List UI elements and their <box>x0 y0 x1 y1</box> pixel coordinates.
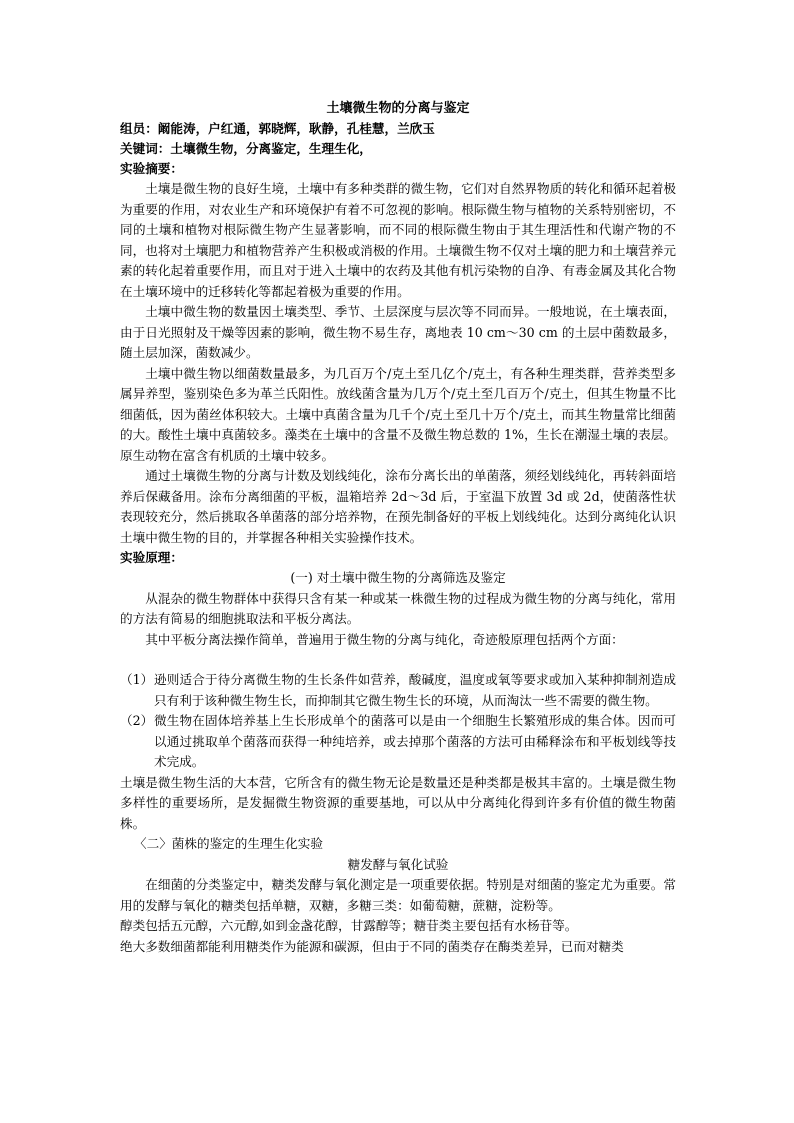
sugar-subheading: 糖发酵与氧化试验 <box>347 856 449 872</box>
abstract-paragraph: 土壤中微生物的数量因土壤类型、季节、土层深度与层次等不同而异。一般地说，在土壤表面，由于日光照射及干燥等因素的影响，微生物不易生存，离地表 10 cm～30 cm 的土层中菌数最多，随土层加深，菌数减少。 <box>120 304 676 360</box>
abstract-heading: 实验摘要： <box>120 161 183 176</box>
abstract-paragraph: 通过土壤微生物的分离与计数及划线纯化，涂布分离长出的单菌落，须经划线纯化，再转斜面培养后保藏备用。涂布分离细菌的平板，温箱培养 2d～3d 后，于室温下放置 3d 或 2d，使菌落性状表现较充分，然后挑取各单菌落的部分培养物，在预先制备好的平板上划线纯化。达到分离纯化认识土壤中微生物的目的，并掌握各种相关实验操作技术。 <box>120 468 676 545</box>
principle-heading: 实验原理： <box>120 550 183 565</box>
list-item <box>120 711 676 773</box>
sugar-paragraph: 醇类包括五元醇，六元醇,如到金盏花醇，甘露醇等；糖苷类主要包括有水杨苷等。 <box>120 918 578 933</box>
sugar-paragraph: 在细菌的分类鉴定中，糖类发酵与氧化测定是一项重要依据。特别是对细菌的鉴定尤为重要。常用的发酵与氧化的糖类包括单糖，双糖，多糖三类：如葡萄糖，蔗糖，淀粉等。 <box>120 877 676 913</box>
list-number: （2） <box>120 713 154 728</box>
list-text: 微生物在固体培养基上生长形成单个的菌落可以是由一个细胞生长繁殖形成的集合体。因而可以通过挑取单个菌落而获得一种纯培养，或去掉那个菌落的方法可由稀释涂布和平板划线等技术完成。 <box>154 713 676 769</box>
soil-paragraph: 土壤是微生物生活的大本营，它所含有的微生物无论是数量还是种类都是极其丰富的。土壤是微生物多样性的重要场所，是发掘微生物资源的重要基地，可以从中分离纯化得到许多有价值的微生物菌株。 <box>120 774 676 831</box>
section1-paragraph: 从混杂的微生物群体中获得只含有某一种或某一株微生物的过程成为微生物的分离与纯化，常用的方法有简易的细胞挑取法和平板分离法。 <box>120 590 676 626</box>
section1-heading: (一) 对土壤中微生物的分离筛选及鉴定 <box>290 570 506 585</box>
members-line: 组员：阚能涛，户红通，郭晓辉，耿静，孔桂慧，兰欣玉 <box>120 121 435 136</box>
document-title: 土壤微生物的分离与鉴定 <box>326 101 470 116</box>
document-page <box>120 98 676 957</box>
list-item <box>120 670 676 711</box>
list-text: 逊则适合于待分离微生物的生长条件如营养，酸碱度，温度或氧等要求或加入某种抑制剂造成只有利于该种微生物生长，而抑制其它微生物生长的环境，从而淘汰一些不需要的微生物。 <box>154 672 676 708</box>
section1-paragraph: 其中平板分离法操作简单，普遍用于微生物的分离与纯化，奇迹般原理包括两个方面： <box>145 631 624 647</box>
abstract-paragraph: 土壤是微生物的良好生境，土壤中有多种类群的微生物，它们对自然界物质的转化和循环起着极为重要的作用，对农业生产和环境保护有着不可忽视的影响。根际微生物与植物的关系特别密切，不同的土壤和植物对根际微生物产生显著影响，而不同的根际微生物由于其生理活性和代谢产物的不同，也将对土壤肥力和植物营养产生积极或消极的作用。土壤微生物不仅对土壤的肥力和土壤营养元素的转化起着重要作用，而且对于进入土壤中的农药及其他有机污染物的自净、有毒金属及其化合物在土壤环境中的迁移转化等都起着极为重要的作用。 <box>120 181 676 299</box>
blank-line <box>120 650 676 670</box>
sugar-paragraph: 绝大多数细菌都能利用糖类作为能源和碳源，但由于不同的菌类存在酶类差异，已而对糖类 <box>120 938 624 954</box>
keywords-line: 关键词：土壤微生物，分离鉴定，生理生化， <box>120 141 372 156</box>
list-number: （1） <box>120 672 154 687</box>
section2-heading: 〈二〉菌株的鉴定的生理生化实验 <box>134 836 323 851</box>
abstract-paragraph: 土壤中微生物以细菌数量最多，为几百万个/克土至几亿个/克土，有各种生理类群，营养类型多属异养型，鉴别染色多为革兰氏阳性。放线菌含量为几万个/克土至几百万个/克土，但其生物量不比细菌低，因为菌丝体积较大。土壤中真菌含量为几千个/克土至几十万个/克土，而其生物量常比细菌的大。酸性土壤中真菌较多。藻类在土壤中的含量不及微生物总数的 1%，生长在潮湿土壤的表层。原生动物在富含有机质的土壤中较多。 <box>120 365 676 463</box>
